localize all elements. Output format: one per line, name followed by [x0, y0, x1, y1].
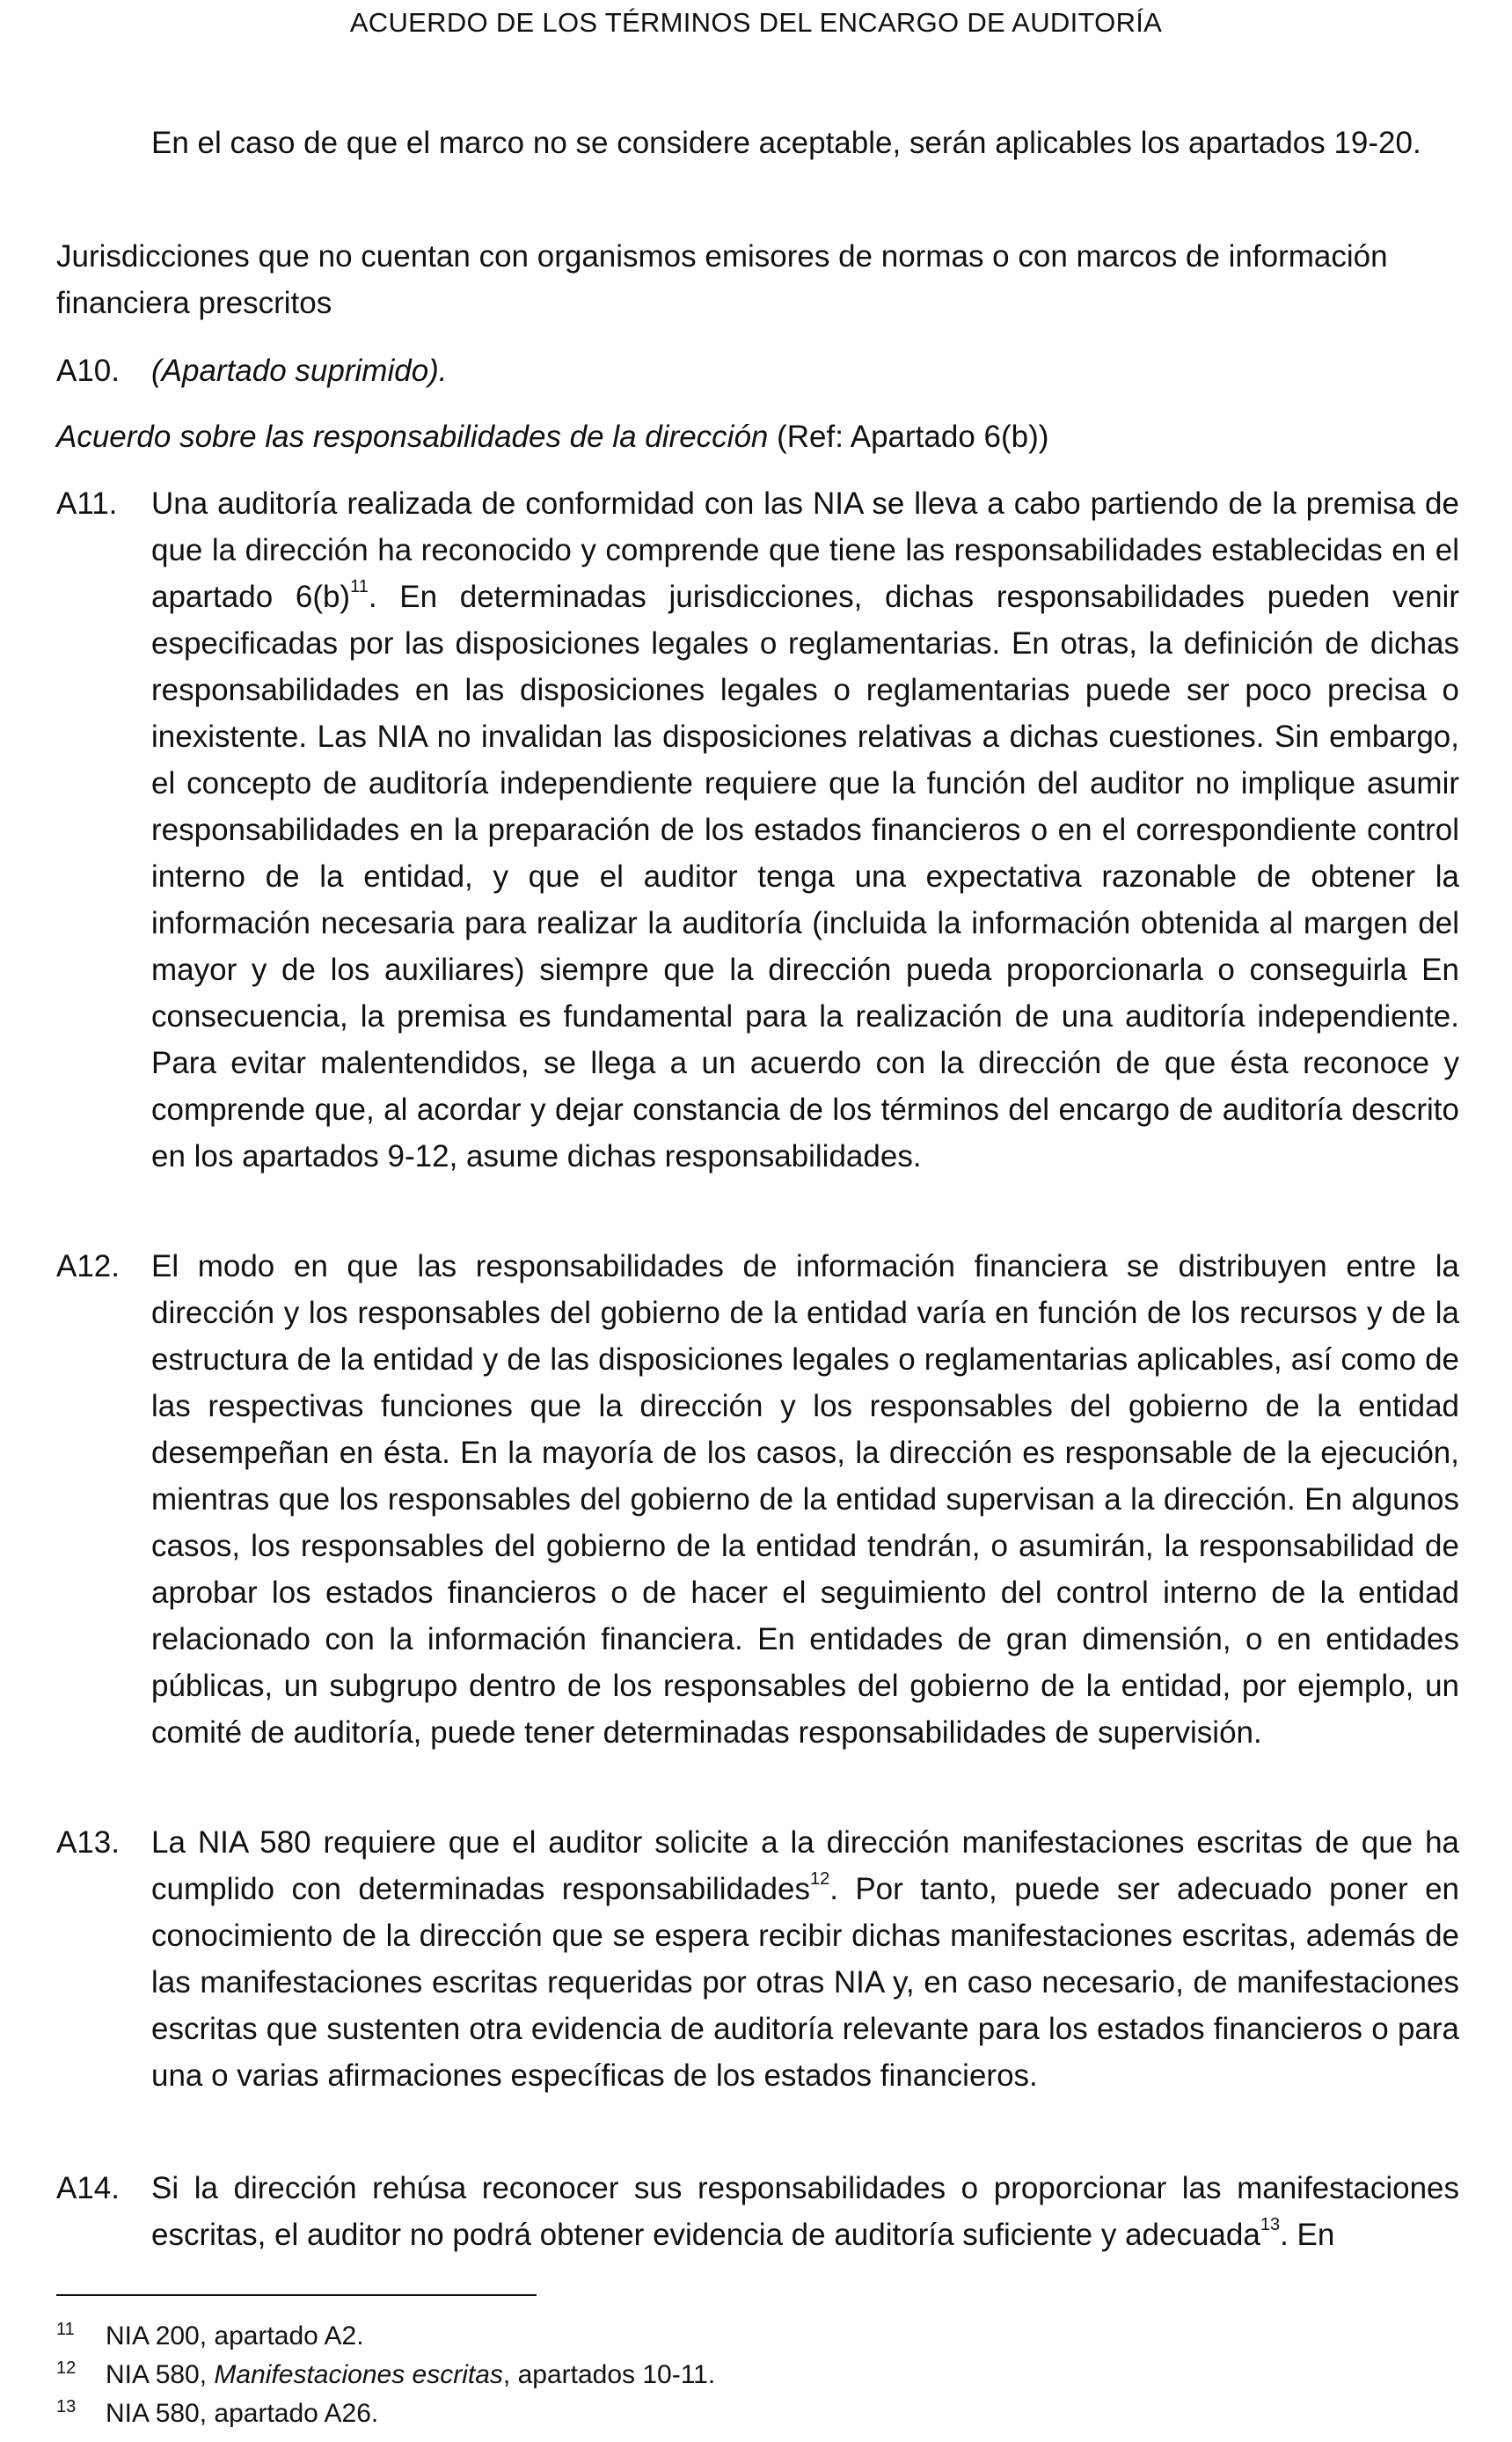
paragraph-number: A10.	[56, 354, 120, 388]
paragraph-text: El modo en que las responsabilidades de información financiera se distribuyen entre la dirección y los responsables del gobierno de la entidad varía en función de los recursos y de la estructura de la entidad y de las disposiciones legales o reglamentarias aplicables, así como de las respectivas funciones que la dirección y los responsables del gobierno de la entidad desempeñan en ésta. En la mayoría de los casos, la dirección es responsable de la ejecución, mientras que los responsables del gobierno de la entidad supervisan a la dirección. En algunos casos, los responsables del gobierno de la entidad tendrán, o asumirán, la responsabilidad de aprobar los estados financieros o de hacer el seguimiento del control interno de la entidad relacionado con la información financiera. En entidades de gran dimensión, o en entidades públicas, un subgrupo dentro de los responsables del gobierno de la entidad, por ejemplo, un comité de auditoría, puede tener determinadas responsabilidades de supervisión.	[151, 1249, 1459, 1750]
footnote-number: 11	[56, 2320, 75, 2339]
intro-paragraph: En el caso de que el marco no se considere aceptable, serán aplicables los apartados 19-20.	[151, 126, 1421, 160]
footnote-number: 12	[56, 2358, 77, 2378]
footnote-separator	[56, 2294, 537, 2296]
footnote-13	[56, 2394, 1376, 2433]
section-heading-jurisdicciones: Jurisdicciones que no cuentan con organismos emisores de normas o con marcos de información financiera prescritos	[56, 239, 1388, 320]
paragraph-number: A11.	[56, 486, 118, 521]
paragraph-text: (Apartado suprimido).	[151, 354, 448, 388]
paragraph-a11	[56, 480, 1459, 1180]
footnote-text: NIA 580, apartado A26.	[106, 2399, 379, 2428]
footnote-text: NIA 200, apartado A2.	[106, 2321, 364, 2351]
section-heading-acuerdo	[56, 413, 1459, 460]
footnote-text: NIA 580, Manifestaciones escritas, apartados 10-11.	[106, 2360, 716, 2389]
paragraph-text: Si la dirección rehúsa reconocer sus responsabilidades o proporcionar las manifestaciones escritas, el auditor no podrá obtener evidencia de auditoría suficiente y adecuada$^{13}$. En	[151, 2171, 1459, 2252]
footnote-ref: 13	[1260, 2215, 1281, 2235]
footnote-number: 13	[56, 2397, 77, 2416]
heading-italic: Acuerdo sobre las responsabilidades de la dirección	[56, 420, 769, 454]
running-header: ACUERDO DE LOS TÉRMINOS DEL ENCARGO DE AUDITORÍA	[349, 7, 1163, 38]
paragraph-a10	[56, 347, 1459, 394]
footnote-ref: 11	[350, 577, 369, 597]
footnote-11	[56, 2317, 1376, 2356]
paragraph-text: Una auditoría realizada de conformidad con las NIA se lleva a cabo partiendo de la premisa de que la dirección ha reconocido y comprende que tiene las responsabilidades establecidas en el apartado $6(b)^{11}$. En determinadas jurisdicciones, dichas responsabilidades pueden venir especificadas por las disposiciones legales o reglamentarias. En otras, la definición de dichas responsabilidades en las disposiciones legales o reglamentarias puede ser poco precisa o inexistente. Las NIA no invalidan las disposiciones relativas a dichas cuestiones. Sin embargo, el concepto de auditoría independiente requiere que la función del auditor no implique asumir responsabilidades en la preparación de los estados financieros o en el correspondiente control interno de la entidad, y que el auditor tenga una expectativa razonable de obtener la información necesaria para realizar la auditoría (incluida la información obtenida al margen del mayor y de los auxiliares) siempre que la dirección pueda proporcionarla o conseguirla En consecuencia, la premisa es fundamental para la realización de una auditoría independiente. Para evitar malentendidos, se llega a un acuerdo con la dirección de que ésta reconoce y comprende que, al acordar y dejar constancia de los términos del encargo de auditoría descrito en los apartados 9-12, asume dichas responsabilidades.	[151, 486, 1459, 1173]
footnote-12	[56, 2356, 1376, 2394]
paragraph-a13	[56, 1819, 1459, 2099]
paragraph-number: A14.	[56, 2171, 120, 2205]
paragraph-a14	[56, 2165, 1459, 2258]
heading-reference: (Ref: Apartado 6(b))	[768, 420, 1049, 454]
paragraph-number: A13.	[56, 1825, 120, 1860]
paragraph-text: La NIA 580 requiere que el auditor solicite a la dirección manifestaciones escritas de que ha cumplido con determinadas responsabilidades$^{12}$. Por tanto, puede ser adecuado poner en conocimiento de la dirección que se espera recibir dichas manifestaciones escritas, además de las manifestaciones escritas requeridas por otras NIA y, en caso necesario, de manifestaciones escritas que sustenten otra evidencia de auditoría relevante para los estados financieros o para una o varias afirmaciones específicas de los estados financieros.	[151, 1825, 1459, 2093]
footnote-ref: 12	[809, 1869, 830, 1890]
paragraph-number: A12.	[56, 1249, 120, 1283]
paragraph-a12	[56, 1243, 1459, 1756]
